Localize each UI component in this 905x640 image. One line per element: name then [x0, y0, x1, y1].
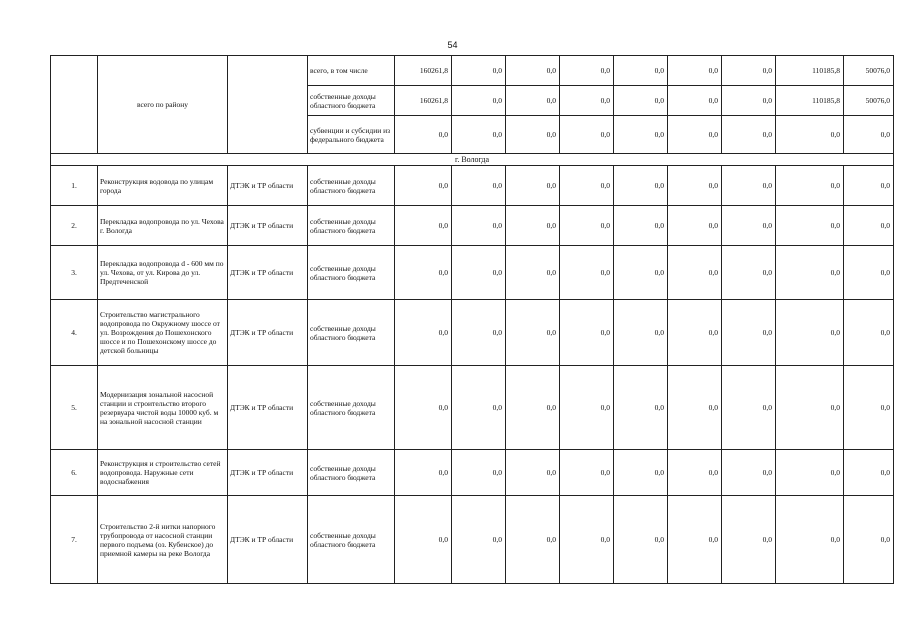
value-cell: 0,0	[506, 496, 560, 584]
funding-source: всего, в том числе	[308, 56, 395, 86]
value-cell: 0,0	[844, 300, 894, 366]
value-cell: 0,0	[506, 450, 560, 496]
value-cell: 0,0	[668, 246, 722, 300]
value-cell: 0,0	[614, 116, 668, 154]
value-cell: 0,0	[506, 246, 560, 300]
value-cell: 0,0	[560, 246, 614, 300]
value-cell: 160261,8	[395, 86, 452, 116]
value-cell: 0,0	[614, 56, 668, 86]
value-cell: 0,0	[722, 366, 776, 450]
value-cell: 0,0	[452, 86, 506, 116]
funding-source: собственные доходы областного бюджета	[308, 206, 395, 246]
page-number: 54	[447, 40, 458, 50]
value-cell: 0,0	[452, 300, 506, 366]
value-cell: 0,0	[395, 116, 452, 154]
value-cell: 0,0	[395, 300, 452, 366]
value-cell: 0,0	[614, 166, 668, 206]
value-cell: 0,0	[560, 496, 614, 584]
value-cell: 0,0	[506, 166, 560, 206]
value-cell: 0,0	[844, 116, 894, 154]
row-number-cell	[51, 56, 98, 154]
value-cell: 0,0	[506, 300, 560, 366]
value-cell: 0,0	[452, 56, 506, 86]
value-cell: 0,0	[614, 366, 668, 450]
section-title: г. Вологда	[51, 154, 894, 166]
value-cell: 0,0	[668, 86, 722, 116]
value-cell: 0,0	[452, 206, 506, 246]
table-row	[51, 366, 894, 450]
value-cell: 0,0	[560, 206, 614, 246]
table-row	[51, 450, 894, 496]
value-cell: 0,0	[776, 246, 844, 300]
value-cell: 0,0	[560, 450, 614, 496]
value-cell: 160261,8	[395, 56, 452, 86]
value-cell: 0,0	[560, 56, 614, 86]
value-cell: 0,0	[722, 56, 776, 86]
funding-source: субвенции и субсидии из федерального бюджета	[308, 116, 395, 154]
funding-source: собственные доходы областного бюджета	[308, 366, 395, 450]
item-number: 6.	[51, 450, 98, 496]
funding-source: собственные доходы областного бюджета	[308, 86, 395, 116]
value-cell: 0,0	[668, 116, 722, 154]
item-name: Перекладка водопровода d - 600 мм по ул. Чехова, от ул. Кирова до ул. Предтеченской	[98, 246, 228, 300]
budget-table	[50, 55, 894, 584]
value-cell: 0,0	[844, 496, 894, 584]
value-cell: 0,0	[506, 116, 560, 154]
item-executor: ДТЭК и ТР области	[228, 166, 308, 206]
value-cell: 0,0	[844, 166, 894, 206]
table-row	[51, 246, 894, 300]
value-cell: 0,0	[614, 450, 668, 496]
value-cell: 0,0	[560, 86, 614, 116]
value-cell: 0,0	[776, 116, 844, 154]
value-cell: 0,0	[452, 116, 506, 154]
value-cell: 50076,0	[844, 86, 894, 116]
table-row	[51, 496, 894, 584]
value-cell: 0,0	[614, 246, 668, 300]
value-cell: 0,0	[776, 366, 844, 450]
value-cell: 110185,8	[776, 86, 844, 116]
value-cell: 0,0	[614, 496, 668, 584]
value-cell: 0,0	[722, 450, 776, 496]
section-row	[51, 154, 894, 166]
table-body	[51, 56, 894, 584]
value-cell: 50076,0	[844, 56, 894, 86]
item-name: Строительство 2-й нитки напорного трубопровода от насосной станции первого подъема (оз. Кубенское) до приемной камеры на реке Вологда	[98, 496, 228, 584]
value-cell: 0,0	[776, 300, 844, 366]
value-cell: 0,0	[506, 366, 560, 450]
value-cell: 0,0	[844, 206, 894, 246]
funding-source: собственные доходы областного бюджета	[308, 450, 395, 496]
item-executor: ДТЭК и ТР области	[228, 450, 308, 496]
value-cell: 0,0	[506, 56, 560, 86]
value-cell: 0,0	[722, 300, 776, 366]
item-name: Модернизация зональной насосной станции и строительство второго резервуара чистой воды 10000 куб. м на зональной насосной станции	[98, 366, 228, 450]
value-cell: 0,0	[395, 166, 452, 206]
item-executor: ДТЭК и ТР области	[228, 496, 308, 584]
item-executor: ДТЭК и ТР области	[228, 300, 308, 366]
value-cell: 0,0	[668, 366, 722, 450]
value-cell: 0,0	[395, 366, 452, 450]
item-number: 2.	[51, 206, 98, 246]
value-cell: 0,0	[722, 206, 776, 246]
item-name: Строительство магистрального водопровода по Окружному шоссе от ул. Возрождения до Пошехонского шоссе и по Пошехонскому шоссе до детской больницы	[98, 300, 228, 366]
value-cell: 0,0	[395, 246, 452, 300]
value-cell: 0,0	[395, 206, 452, 246]
value-cell: 0,0	[776, 206, 844, 246]
value-cell: 0,0	[452, 450, 506, 496]
funding-source: собственные доходы областного бюджета	[308, 300, 395, 366]
value-cell: 0,0	[395, 450, 452, 496]
item-number: 5.	[51, 366, 98, 450]
value-cell: 0,0	[560, 366, 614, 450]
value-cell: 0,0	[844, 366, 894, 450]
value-cell: 0,0	[668, 56, 722, 86]
item-number: 1.	[51, 166, 98, 206]
item-executor: ДТЭК и ТР области	[228, 366, 308, 450]
value-cell: 0,0	[722, 166, 776, 206]
value-cell: 110185,8	[776, 56, 844, 86]
value-cell: 0,0	[614, 206, 668, 246]
value-cell: 0,0	[722, 246, 776, 300]
value-cell: 0,0	[506, 206, 560, 246]
summary-label: всего по району	[98, 56, 228, 154]
value-cell: 0,0	[560, 300, 614, 366]
value-cell: 0,0	[614, 300, 668, 366]
value-cell: 0,0	[668, 450, 722, 496]
value-cell: 0,0	[722, 496, 776, 584]
value-cell: 0,0	[668, 300, 722, 366]
item-name: Перекладка водопровода по ул. Чехова г. Вологда	[98, 206, 228, 246]
value-cell: 0,0	[844, 450, 894, 496]
value-cell: 0,0	[722, 116, 776, 154]
value-cell: 0,0	[668, 496, 722, 584]
value-cell: 0,0	[560, 116, 614, 154]
summary-row	[51, 56, 894, 86]
value-cell: 0,0	[560, 166, 614, 206]
item-name: Реконструкция и строительство сетей водопровода. Наружные сети водоснабжения	[98, 450, 228, 496]
item-executor: ДТЭК и ТР области	[228, 246, 308, 300]
value-cell: 0,0	[844, 246, 894, 300]
funding-source: собственные доходы областного бюджета	[308, 166, 395, 206]
value-cell: 0,0	[668, 206, 722, 246]
executor-cell	[228, 56, 308, 154]
value-cell: 0,0	[776, 450, 844, 496]
value-cell: 0,0	[452, 496, 506, 584]
value-cell: 0,0	[452, 246, 506, 300]
item-executor: ДТЭК и ТР области	[228, 206, 308, 246]
item-number: 7.	[51, 496, 98, 584]
funding-source: собственные доходы областного бюджета	[308, 246, 395, 300]
value-cell: 0,0	[668, 166, 722, 206]
funding-source: собственные доходы областного бюджета	[308, 496, 395, 584]
value-cell: 0,0	[776, 166, 844, 206]
table-row	[51, 166, 894, 206]
value-cell: 0,0	[614, 86, 668, 116]
table-row	[51, 300, 894, 366]
value-cell: 0,0	[776, 496, 844, 584]
value-cell: 0,0	[506, 86, 560, 116]
item-number: 3.	[51, 246, 98, 300]
item-name: Реконструкция водовода по улицам города	[98, 166, 228, 206]
table-row	[51, 206, 894, 246]
item-number: 4.	[51, 300, 98, 366]
value-cell: 0,0	[452, 166, 506, 206]
value-cell: 0,0	[722, 86, 776, 116]
value-cell: 0,0	[452, 366, 506, 450]
value-cell: 0,0	[395, 496, 452, 584]
